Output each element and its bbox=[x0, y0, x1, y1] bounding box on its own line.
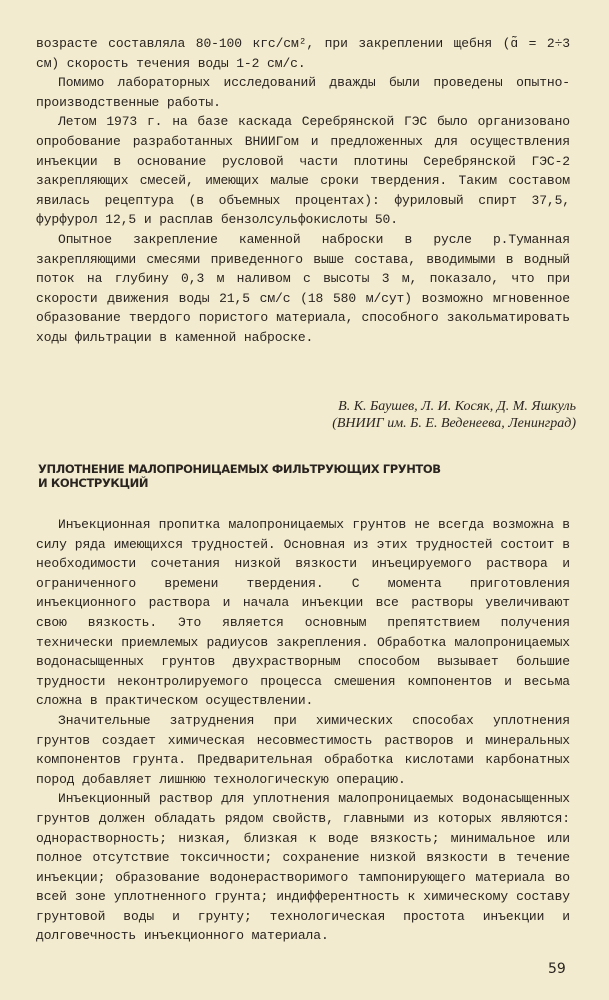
author-names: В. К. Баушев, Л. И. Косяк, Д. М. Яшкуль bbox=[338, 399, 576, 414]
paragraph-1973-tests: Летом 1973 г. на базе каскада Серебрянской ГЭС было организовано опробование разработанных ВНИИГом и предложенных для осуществления инъекции в основание русловой части плотины Серебрянской ГЭС-2 закрепляющих смесей, имеющих малые сроки твердения. Таким составом явилась рецептура (в объемных процентах): фуриловый спирт 37,5, фурфурол 12,5 и расплав бензолсульфокислоты 50. bbox=[36, 114, 570, 228]
paragraph-continuation: возрасте составляла 80-100 кгс/см², при закреплении щебня (ɑ̃ = 2÷3 см) скорость течения воды 1-2 см/с. bbox=[36, 36, 570, 71]
article-title bbox=[38, 462, 478, 490]
paragraph-chemical-methods: Значительные затруднения при химических способах уплотнения грунтов создает химическая несовместимость растворов и минеральных компонентов грунта. Предварительная обработка кислотами карбонатных пород добавляет лишнюю технологическую операцию. bbox=[36, 712, 570, 787]
section1-text bbox=[36, 34, 570, 348]
page-number: 59 bbox=[548, 961, 566, 977]
paragraph-requirements: Инъекционный раствор для уплотнения малопроницаемых водонасыщенных грунтов должен обладать рядом свойств, главными из которых являются: однорастворность; низкая, близкая к воде вязкость; минимальное или полное отсутствие токсичности; сохранение низкой вязкости в течение инъекции; образование водонерастворимого тампонирующего материала во всей зоне уплотненного грунта; индифферентность к химическому составу грунтовой воды и грунту; технологическая простота инъекции и долговечность инъекционного материала. bbox=[36, 791, 570, 944]
author-affiliation: (ВНИИГ им. Б. Е. Веденеева, Ленинград) bbox=[332, 416, 576, 431]
paragraph-river-tests: Опытное закрепление каменной наброски в русле р.Туманная закрепляющими смесями приведенного выше состава, вводимыми в водный поток на глубину 0,3 м наливом с высоты 3 м, показало, что при скорости движения воды 21,5 см/с (18 580 м/сут) возможно мгновенное образование твердого пористого материала, способного закольматировать ходы фильтрации в каменной наброске. bbox=[36, 231, 570, 345]
paragraph-injection-difficulties: Инъекционная пропитка малопроницаемых грунтов не всегда возможна в силу ряда имеющихся трудностей. Основная из этих трудностей состоит в необходимости сочетания низкой вязкости инъецируемого раствора и ограниченного времени твердения. С момента приготовления инъекционного раствора и начала инъекции все растворы увеличивают свою вязкость. Это является основным препятствием получения технически приемлемых радиусов закрепления. Обработка малопроницаемых водонасыщенных грунтов двухрастворным способом вызывает большие трудности неконтролируемого процесса смешения компонентов и весьма сложна в практическом осуществлении. bbox=[36, 517, 570, 709]
section2-text bbox=[36, 515, 570, 946]
paragraph-experimental-works: Помимо лабораторных исследований дважды были проведены опытно-производственные работы. bbox=[36, 75, 570, 110]
article-title-line2: И КОНСТРУКЦИЙ bbox=[38, 476, 149, 490]
authors-block bbox=[200, 398, 576, 432]
article-title-line1: УПЛОТНЕНИЕ МАЛОПРОНИЦАЕМЫХ ФИЛЬТРУЮЩИХ ГРУНТОВ bbox=[38, 462, 441, 476]
